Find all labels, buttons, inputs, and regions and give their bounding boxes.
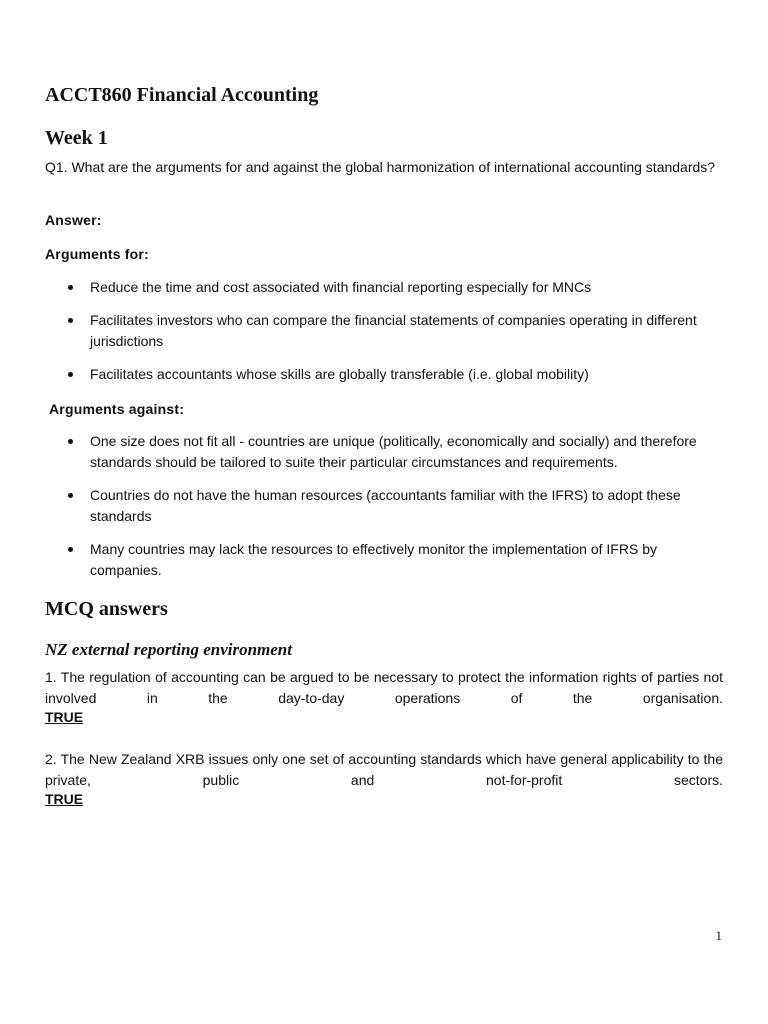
arguments-for-list — [45, 277, 723, 397]
mcq-heading: MCQ answers — [45, 598, 168, 620]
mcq-question-1: 1. The regulation of accounting can be argued to be necessary to protect the information rights of parties not involved in the day-to-day operations of the organisation. — [45, 669, 723, 706]
list-item: One size does not fit all - countries are unique (politically, economically and socially) and therefore standards should be tailored to suite their particular circumstances and requirements. — [45, 431, 723, 473]
list-item: Countries do not have the human resources (accountants familiar with the IFRS) to adopt these standards — [45, 485, 723, 527]
section-heading: NZ external reporting environment — [45, 640, 292, 659]
list-item: Many countries may lack the resources to effectively monitor the implementation of IFRS by companies. — [45, 539, 723, 581]
mcq-answer-2: TRUE — [45, 791, 84, 807]
page-number: 1 — [715, 928, 722, 943]
answer-label: Answer: — [45, 212, 102, 228]
document-title: ACCT860 Financial Accounting — [45, 84, 319, 106]
week-heading: Week 1 — [45, 127, 108, 149]
question-text: Q1. What are the arguments for and against the global harmonization of international accounting standards? — [45, 159, 716, 175]
arguments-against-label: Arguments against: — [49, 401, 185, 417]
mcq-answer-1: TRUE — [45, 709, 84, 725]
arguments-for-label: Arguments for: — [45, 246, 149, 262]
mcq-question-2: 2. The New Zealand XRB issues only one set of accounting standards which have general applicability to the private, public and not-for-profit sectors. — [45, 751, 723, 788]
list-item: Facilitates investors who can compare the financial statements of companies operating in different jurisdictions — [45, 310, 723, 352]
list-item: Reduce the time and cost associated with financial reporting especially for MNCs — [45, 277, 723, 298]
list-item: Facilitates accountants whose skills are globally transferable (i.e. global mobility) — [45, 364, 723, 385]
arguments-against-list — [45, 431, 723, 593]
